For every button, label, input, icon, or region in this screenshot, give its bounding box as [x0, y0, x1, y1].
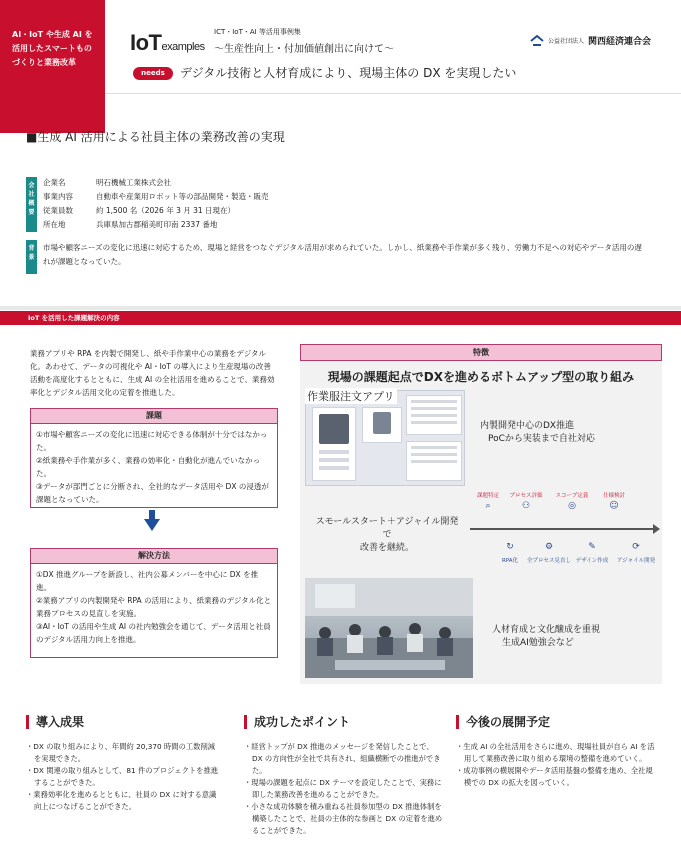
side-label-box	[0, 0, 105, 133]
step-label: 全プロセス見直し	[527, 558, 572, 564]
issues-box	[30, 424, 278, 508]
profile-value: 明石機械工業株式会社	[96, 178, 171, 187]
design-icon: ✎	[588, 542, 596, 552]
feature-point-3-line2: 生成AI勉強会など	[502, 638, 574, 648]
people-icon: ⚇	[521, 501, 531, 511]
solution-item: ①DX 推進グループを新設し、社内公募メンバーを中心に DX を推進。	[36, 570, 259, 592]
feature-point-3-line1: 人材育成と文化醸成を重視	[492, 625, 601, 635]
step-lower	[527, 540, 571, 564]
app-mock-card	[362, 407, 402, 443]
success-title: 成功したポイント	[244, 715, 350, 729]
profile-value: 自動車や産業用ロボット等の部品開発・製造・販売	[96, 192, 269, 201]
step-upper	[592, 491, 636, 515]
org-logo-icon	[530, 35, 544, 47]
profile-row	[43, 191, 269, 203]
issues-head: 課題	[30, 408, 278, 424]
issue-item: ①市場や顧客ニーズの変化に迅速に対応できる体制が十分ではなかった。	[36, 430, 268, 452]
profile-label: 企業名	[43, 178, 66, 187]
issue-item: ③データが部門ごとに分断され、全社的なデータ活用や DX の浸透が課題となっていた。	[36, 482, 269, 504]
meeting-illustration	[305, 578, 473, 678]
series-subtitle: 〜生産性向上・付加価値創出に向けて〜	[214, 44, 394, 55]
step-label: RPA化	[501, 558, 519, 564]
step-upper	[504, 491, 548, 515]
feature-point-3	[492, 624, 600, 650]
refresh-icon: ↻	[506, 542, 514, 552]
step-lower	[614, 540, 658, 564]
iot-section-bar: IoT を活用した課題解決の内容	[0, 311, 681, 325]
success-item: ・小さな成功体験を積み重ねる社員参加型の DX 推進体制を構築したことで、社員の主体的な参画と DX の定着を進めることができた。	[244, 802, 443, 835]
background-tag: 背景	[26, 240, 37, 274]
profile-value: 兵庫県加古郡稲美町印南 2337 番地	[96, 220, 218, 229]
results-list	[26, 741, 222, 813]
solutions-head: 解決方法	[30, 548, 278, 564]
feature-head: 特徴	[300, 344, 662, 361]
solution-item: ③AI・IoT の活用や生成 AI の社内勉強会を通じて、データ活用と社員のデジタル活用力向上を推進。	[36, 622, 271, 644]
solution-item: ②業務アプリの内製開発や RPA の活用により、紙業務のデジタル化と業務プロセスの見直しを実施。	[36, 596, 272, 618]
cycle-icon: ⟳	[632, 542, 640, 552]
profile-tag: 会社概要	[26, 177, 37, 232]
future-item: ・成功事例の横展開やデータ活用基盤の整備を進め、全社規模での DX の拡大を図っていく。	[456, 766, 653, 787]
profile-label: 従業員数	[43, 206, 73, 215]
header-divider	[105, 93, 681, 94]
down-arrow-icon	[144, 519, 160, 531]
timeline-arrow-icon	[653, 524, 660, 534]
search-icon: ⌕	[485, 501, 491, 511]
step-label: アジャイル開発	[616, 558, 656, 564]
feature-point-1-line2: PoCから実装まで自社対応	[488, 434, 595, 444]
iot-examples-logo	[130, 30, 205, 56]
step-label: 仕様検討	[602, 493, 625, 499]
needs-badge: needs	[133, 67, 173, 80]
step-label: スコープ定義	[555, 493, 589, 499]
logo-sub: examples	[161, 41, 205, 53]
solutions-box	[30, 564, 278, 658]
series-title: ICT・IoT・AI 等活用事例集	[214, 28, 301, 36]
profile-label: 所在地	[43, 220, 66, 229]
profile-label: 事業内容	[43, 192, 73, 201]
logo-main: IoT	[130, 30, 162, 55]
profile-row	[43, 205, 235, 217]
step-label: デザイン作成	[575, 558, 609, 564]
issue-item: ②紙業務や手作業が多く、業務の効率化・自動化が進んでいなかった。	[36, 456, 261, 478]
app-mock-phone	[312, 407, 356, 481]
feature-point-1	[480, 420, 595, 446]
side-label: AI・IoT や生成 AI を活用したスマートものづくりと業務改革	[12, 30, 93, 67]
feature-point-1-line1: 内製開発中心のDX推進	[480, 421, 575, 431]
step-lower	[488, 540, 532, 564]
results-title: 導入成果	[26, 715, 84, 729]
step-label: プロセス評価	[509, 493, 543, 499]
success-item: ・経営トップが DX 推進のメッセージを発信したことで、DX の方向性が全社で共有され、組織横断での推進ができた。	[244, 742, 441, 775]
profile-row	[43, 177, 171, 189]
feature-title: 現場の課題起点でDXを進めるボトムアップ型の取り組み	[327, 370, 635, 384]
results-item: ・DX 関連の取り組みとして、81 件のプロジェクトを推進することができた。	[26, 766, 219, 787]
intro-text: 業務アプリや RPA を内製で開発し、紙や手作業中心の業務をデジタル化。あわせて、データの可視化や AI・IoT の導入により生産現場の改善活動を高度化するとともに、生成 AI の全社活用を進めることで、業務効率化とデジタル活用文化の定着を推進した。	[30, 349, 275, 397]
feature-point-2-line1: スモールスタート＋アジャイル開発で	[315, 517, 459, 540]
case-title: ■生成 AI 活用による社員主体の業務改善の実現	[26, 130, 285, 144]
results-item: ・業務効率化を進めるとともに、社員の DX に対する意識向上につなげることができた。	[26, 790, 217, 811]
success-item: ・現場の課題を起点に DX テーマを設定したことで、実務に即した業務改善を進めることができた。	[244, 778, 442, 799]
step-label: 課題特定	[476, 493, 499, 499]
app-screenshot	[305, 390, 465, 486]
feature-point-2	[312, 516, 462, 555]
results-item: ・DX の取り組みにより、年間約 20,370 時間の工数削減を実現できた。	[26, 742, 216, 763]
background-text: 市場や顧客ニーズの変化に迅速に対応するため、現場と経営をつなぐデジタル活用が求められていた。しかし、紙業務や手作業が多く残り、労働力不足への対応やデータ活用の遅れが課題となっていた。	[43, 243, 642, 266]
future-item: ・生成 AI の全社活用をさらに進め、現場社員が自ら AI を活用して業務改善に取り組める環境の整備を進めていく。	[456, 742, 655, 763]
feature-point-2-line2: 改善を継続。	[359, 543, 414, 553]
step-lower	[570, 540, 614, 564]
app-mock-table	[406, 441, 462, 481]
person-icon: ☺	[609, 501, 619, 511]
future-list	[456, 741, 660, 789]
section-band	[0, 306, 681, 310]
success-list	[244, 741, 444, 837]
org-name: 関西経済連合会	[588, 37, 652, 47]
step-upper	[550, 491, 594, 515]
app-screenshot-label: 作業服注文アプリ	[307, 390, 395, 403]
profile-row	[43, 219, 217, 231]
needs-text: デジタル技術と人材育成により、現場主体の DX を実現したい	[180, 66, 517, 80]
app-mock-form	[406, 395, 462, 435]
organization	[530, 34, 651, 47]
study-session-photo	[305, 578, 473, 678]
org-prefix: 公益社団法人	[548, 38, 585, 45]
target-icon: ◎	[568, 501, 576, 511]
profile-value: 約 1,500 名（2026 年 3 月 31 日現在）	[96, 206, 236, 215]
future-title: 今後の展開予定	[456, 715, 550, 729]
process-timeline	[470, 528, 655, 530]
gear-icon: ⚙	[544, 542, 554, 552]
